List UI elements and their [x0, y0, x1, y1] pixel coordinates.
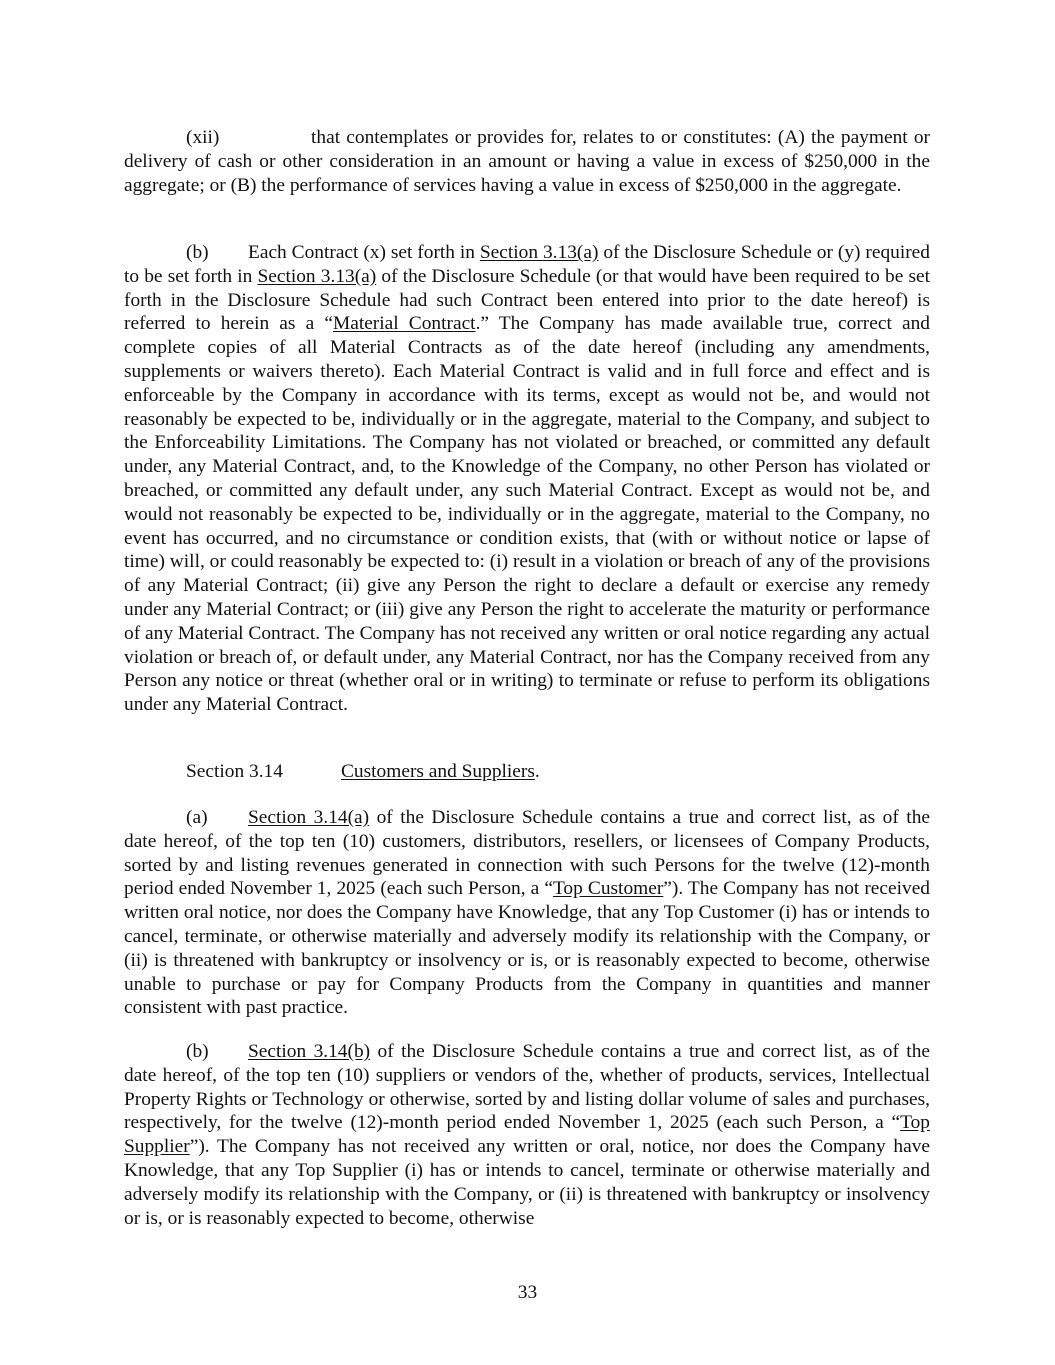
- paragraph-b-text-1: Each Contract (x) set forth in: [248, 242, 480, 263]
- clause-xii: [124, 126, 930, 197]
- paragraph-b2-text-1: of the Disclosure Schedule contains a true and correct list, as of the date hereof, of the top ten (10) suppliers or vendors of the, whether of products, services, Intellectual Property Rights or Technology or otherwise, sorted by and listing dollar volume of sales and purchases, respectively, for the twelve (12)-month period ended November 1, 2025 (each such Person, a “: [124, 1041, 930, 1134]
- paragraph-b-text-3: of the Disclosure Schedule (or that would have been required to be set forth in the Disclosure Schedule had such Contract been entered into prior to the date hereof) is referred to herein as a “: [124, 265, 930, 335]
- clause-xii-label: (xii): [186, 127, 220, 148]
- section-number: Section 3.14: [186, 761, 283, 782]
- paragraph-3-14a-top-customers: [124, 806, 930, 1020]
- section-3-13a-ref-2: Section 3.13(a): [257, 265, 377, 287]
- paragraph-b-material-contracts: [124, 241, 930, 717]
- clause-xii-text: that contemplates or provides for, relates to or constitutes: (A) the payment or delivery of cash or other consideration in an amount or having a value in excess of $250,000 in the aggregate; or (B) the performance of services having a value in excess of $250,000 in the aggregate.: [124, 127, 930, 196]
- paragraph-a-label: (a): [186, 807, 208, 828]
- defined-term-top-supplier: Top Supplier: [124, 1112, 930, 1158]
- section-3-14b-ref: Section 3.14(b): [248, 1041, 371, 1062]
- section-3-13a-ref-1: Section 3.13(a): [479, 242, 599, 263]
- paragraph-a-text-2: ”). The Company has not received written oral notice, nor does the Company have Knowledge, that any Top Customer (i) has or intends to cancel, terminate, or otherwise materially and adversely modify its relationship with the Company, or (ii) is threatened with bankruptcy or insolvency or is, or is reasonably expected to become, otherwise unable to purchase or pay for Company Products from the Company in quantities and manner consistent with past practice.: [124, 878, 931, 1019]
- paragraph-b-label: (b): [186, 242, 209, 263]
- paragraph-b2-text-2: ”). The Company has not received any written or oral, notice, nor does the Company have Knowledge, that any Top Supplier (i) has or intends to cancel, terminate or otherwise materially and adversely modify its relationship with the Company, or (ii) is threatened with bankruptcy or insolvency or is, or is reasonably expected to become, otherwise: [124, 1136, 930, 1229]
- paragraph-3-14b-top-suppliers: [124, 1040, 930, 1230]
- defined-term-top-customer: Top Customer: [552, 878, 664, 900]
- paragraph-a-text-1: of the Disclosure Schedule contains a true and correct list, as of the date hereof, of the top ten (10) customers, distributors, resellers, or licensees of Company Products, sorted by and listing revenues generated in connection with such Persons for the twelve (12)-month period ended November 1, 2025 (each such Person, a “: [124, 807, 930, 900]
- section-title: Customers and Suppliers: [341, 761, 535, 782]
- paragraph-b2-label: (b): [186, 1041, 209, 1062]
- section-3-14-heading: [124, 760, 930, 784]
- defined-term-material-contract: Material Contract: [332, 313, 476, 335]
- section-3-14a-ref: Section 3.14(a): [248, 807, 370, 828]
- page-number: 33: [517, 1282, 538, 1303]
- section-title-period: .: [534, 761, 540, 782]
- paragraph-b-text-4: .” The Company has made available true, correct and complete copies of all Material Contracts as of the date hereof (including any amendments, supplements or waivers thereto). Each Material Contract is valid and in full force and effect and is enforceable by the Company in accordance with its terms, except as would not be, and would not reasonably be expected to be, individually or in the aggregate, material to the Company, and subject to the Enforceability Limitations. The Company has not violated or breached, or committed any default under, any Material Contract, and, to the Knowledge of the Company, no other Person has violated or breached, or committed any default under, any such Material Contract. Except as would not be, and would not reasonably be expected to be, individually or in the aggregate, material to the Company, no event has occurred, and no circumstance or condition exists, that (with or without notice or lapse of time) will, or could reasonably be expected to: (i) result in a violation or breach of any of the provisions of any Material Contract; (ii) give any Person the right to declare a default or exercise any remedy under any Material Contract; or (iii) give any Person the right to accelerate the maturity or performance of any Material Contract. The Company has not received any written or oral notice regarding any actual violation or breach of, or default under, any Material Contract, nor has the Company received from any Person any notice or threat (whether oral or in writing) to terminate or refuse to perform its obligations under any Material Contract.: [124, 313, 930, 716]
- paragraph-b-text-2: of the Disclosure Schedule or (y) required to be set forth in: [124, 242, 930, 287]
